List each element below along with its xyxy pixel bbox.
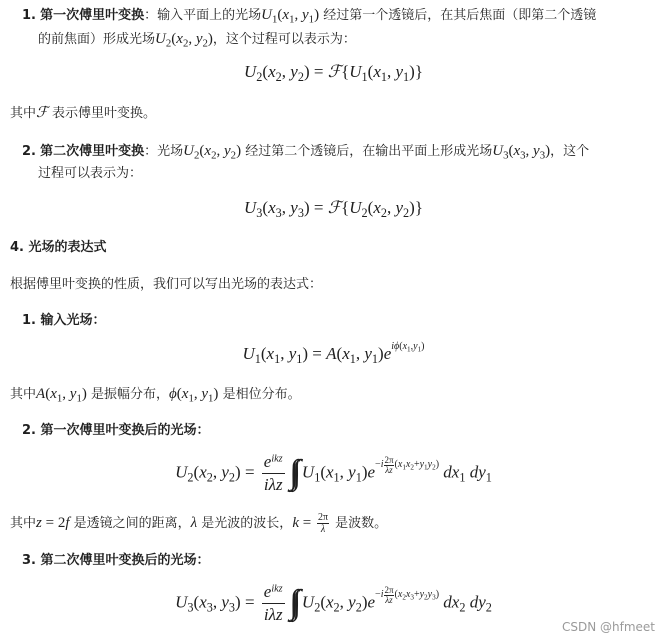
field2-note-d: 是波数。: [335, 516, 388, 531]
math-k-inline: k = $\frac{2\pi}{\lambda}$: [292, 512, 329, 536]
step2-text-b: 经过第二个透镜后，在输出平面上形成光场: [245, 144, 493, 159]
field1-note-c: 是相位分布。: [222, 387, 301, 402]
step1-number: 1.: [22, 8, 36, 23]
field1-number: 1.: [22, 313, 36, 328]
field1-title: 输入光场: [40, 313, 93, 328]
step2-number: 2.: [22, 144, 36, 159]
step2-text-a: ：光场: [144, 144, 184, 159]
equation-U3-fourier: $U_3(x_3$, $y_3$) = $ℱ\{U_2(x_2$, $y_2$)}: [244, 198, 423, 220]
equation-first-transform: $U_2(x_2$, $y_2$) = $\frac{e^{ikz}}{\text{iλz}}$ $U_1(x_1$, $y_1)e^{-i \frac{2\pi}{\lambda z} (x_1x_2+y_1y_2)}$ $dx_1$ $dy_1$: [175, 452, 492, 494]
section-heading: 4. 光场的表达式: [10, 240, 107, 255]
field2-note: [10, 512, 387, 535]
math-U2-inline: $U_2(x_2$, $y_2$): [155, 31, 213, 50]
field3-title: 第二次傅里叶变换后的光场: [40, 553, 197, 568]
field2-number: 2.: [22, 423, 36, 438]
equation-second-transform: $U_3(x_3$, $y_3$) = $\frac{e^{ikz}}{\text{iλz}}$ $U_2(x_2$, $y_2)e^{-i \frac{2\pi}{\lambda z} (x_2x_3+y_2y_3)}$ $dx_2$ $dy_2$: [175, 582, 492, 624]
equation-U2-fourier: $U_2(x_2$, $y_2$) = $ℱ\{U_1(x_1$, $y_1$)}: [244, 62, 423, 84]
field3-colon: ：: [196, 553, 210, 568]
step1-text-a: ：输入平面上的光场: [144, 8, 262, 23]
note-prefix: 其中: [10, 106, 37, 121]
fourier-symbol-note: [10, 102, 156, 125]
equation-input-field: $U_1(x_1$, $y_1) = A(x_1$, $y_1)e^{i\phi(x_1,y_1)}$: [242, 341, 425, 366]
math-U3-inline: $U_3(x_3$, $y_3$): [492, 143, 551, 162]
field3-number: 3.: [22, 553, 36, 568]
field2-note-b: 是透镜之间的距离，: [73, 516, 191, 531]
field3-heading: [22, 550, 210, 572]
note-text: 表示傅里叶变换。: [51, 106, 156, 121]
field2-note-a: 其中: [10, 516, 37, 531]
step2-title: 第二次傅里叶变换: [40, 144, 145, 159]
intro-text: 根据傅里叶变换的性质，我们可以写出光场的表达式：: [10, 277, 323, 292]
step1-text-b: 经过第一个透镜后，在其后焦面（即第二个透镜: [323, 8, 597, 23]
step1-line1: [22, 4, 596, 27]
field2-note-c: 是光波的波长，: [201, 516, 293, 531]
step1-text-c: 的前焦面）形成光场: [38, 32, 156, 47]
step2-text-d: 过程可以表示为：: [38, 166, 143, 181]
step1-line2: [38, 28, 356, 51]
field2-colon: ：: [196, 423, 210, 438]
watermark: CSDN @hfmeet: [561, 620, 655, 634]
field1-colon: ：: [92, 313, 106, 328]
field2-title: 第一次傅里叶变换后的光场: [40, 423, 197, 438]
field1-note-a: 其中: [10, 387, 37, 402]
step2-text-c: ，这个: [550, 144, 590, 159]
field1-heading: [22, 310, 106, 332]
math-F-inline: ℱ: [36, 105, 48, 121]
field2-heading: [22, 420, 210, 442]
step1-text-d: ，这个过程可以表示为：: [212, 32, 356, 47]
step2-line2: [38, 163, 142, 185]
math-phi-inline: $\phi(x_1$, $y_1$): [169, 386, 219, 405]
field1-note-b: 是振幅分布，: [90, 387, 169, 402]
math-z-inline: z = 2f: [36, 515, 70, 531]
math-U2-inline-b: $U_2(x_2$, $y_2$): [183, 143, 242, 162]
step1-title: 第一次傅里叶变换: [40, 8, 145, 23]
field1-note: [10, 383, 301, 406]
math-A-inline: $A(x_1$, $y_1$): [36, 386, 87, 405]
step2-line1: [22, 140, 589, 163]
math-U1-inline: $U_1(x_1$, $y_1$): [261, 7, 320, 26]
math-lambda-inline: λ: [190, 515, 198, 531]
